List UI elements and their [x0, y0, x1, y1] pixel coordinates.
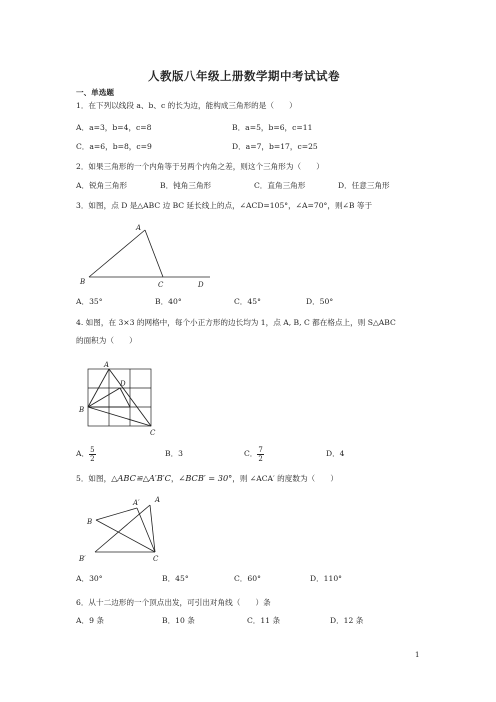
page-number: 1 — [415, 651, 420, 659]
q5-label-a-prime: A′ — [133, 499, 140, 507]
q5-option-c: C．60° — [234, 574, 261, 583]
q1-option-d: D．a=7，b=17，c=25 — [232, 142, 318, 151]
q4-label-b: B — [79, 406, 85, 414]
q1-stem: 1．在下列以线段 a、b、c 的长为边，能构成三角形的是（ ） — [76, 101, 297, 110]
q2-stem: 2．如果三角形的一个内角等于另两个内角之差，则这个三角形为（ ） — [76, 162, 324, 171]
q3-option-d: D．50° — [306, 297, 334, 306]
section-heading: 一、单选题 — [76, 88, 114, 97]
q3-option-a: A．35° — [76, 297, 103, 306]
q3-option-c: C．45° — [234, 297, 261, 306]
q4-label-c: C — [150, 429, 156, 437]
q1-option-a: A．a=3，b=4，c=8 — [76, 123, 152, 132]
q2-option-d: D．任意三角形 — [338, 181, 390, 190]
q3-label-a: A — [136, 224, 142, 232]
q4-option-d: D．4 — [326, 449, 345, 458]
q3-option-b: B．40° — [155, 297, 182, 306]
q6-option-c: C．11 条 — [247, 616, 281, 625]
q6-option-a: A．9 条 — [76, 616, 104, 625]
q5-label-c: C — [153, 555, 159, 563]
q4-stem-line2: 的面积为（ ） — [76, 336, 137, 345]
q3-label-c: C — [158, 281, 164, 289]
q3-stem: 3．如图，点 D 是△ABC 边 BC 延长线上的点，∠ACD=105°，∠A=70°，则∠B 等于 — [76, 201, 373, 210]
page-title: 人教版八年级上册数学期中考试试卷 — [148, 69, 340, 83]
q1-option-c: C．a=6，b=8，c=9 — [76, 142, 152, 151]
q5-stem: 5．如图，△ABC≌△A′B′C，∠BCB′ = 30°，则 ∠ACA′ 的度数为（ ） — [76, 473, 338, 483]
q6-option-d: D．12 条 — [330, 616, 364, 625]
q4-option-a: A． $\frac{5}{2}$ — [76, 445, 95, 463]
q3-label-d: D — [198, 281, 204, 289]
q5-label-a: A — [155, 496, 161, 504]
q5-option-d: D．110° — [310, 574, 342, 583]
q5-option-a: A．30° — [76, 574, 103, 583]
q3-label-b: B — [80, 278, 86, 286]
q5-label-b: B — [87, 518, 93, 526]
q4-option-c: C． $\frac{7}{2}$ — [244, 445, 263, 463]
q2-option-a: A．锐角三角形 — [76, 181, 128, 190]
q4-stem-line1: 4. 如图，在 3×3 的网格中，每个小正方形的边长均为 1，点 A, B, C 都在格点上，则 S△ABC — [76, 318, 396, 327]
q1-option-b: B．a=5，b=6，c=11 — [232, 123, 313, 132]
q4-label-a: A — [104, 361, 110, 369]
q5-angle: ∠BCB′ = 30° — [178, 473, 233, 483]
q6-option-b: B．10 条 — [162, 616, 195, 625]
q5-congruence: △ABC≌△A′B′C — [111, 473, 171, 483]
q5-option-b: B．45° — [162, 574, 189, 583]
q6-stem: 6．从十二边形的一个顶点出发，可引出对角线（ ）条 — [76, 598, 271, 607]
q4-label-d: D — [120, 380, 126, 388]
q5-label-b-prime: B′ — [79, 555, 86, 563]
q4-option-b: B．3 — [165, 449, 184, 458]
q2-option-b: B．钝角三角形 — [160, 181, 212, 190]
q2-option-c: C．直角三角形 — [254, 181, 306, 190]
